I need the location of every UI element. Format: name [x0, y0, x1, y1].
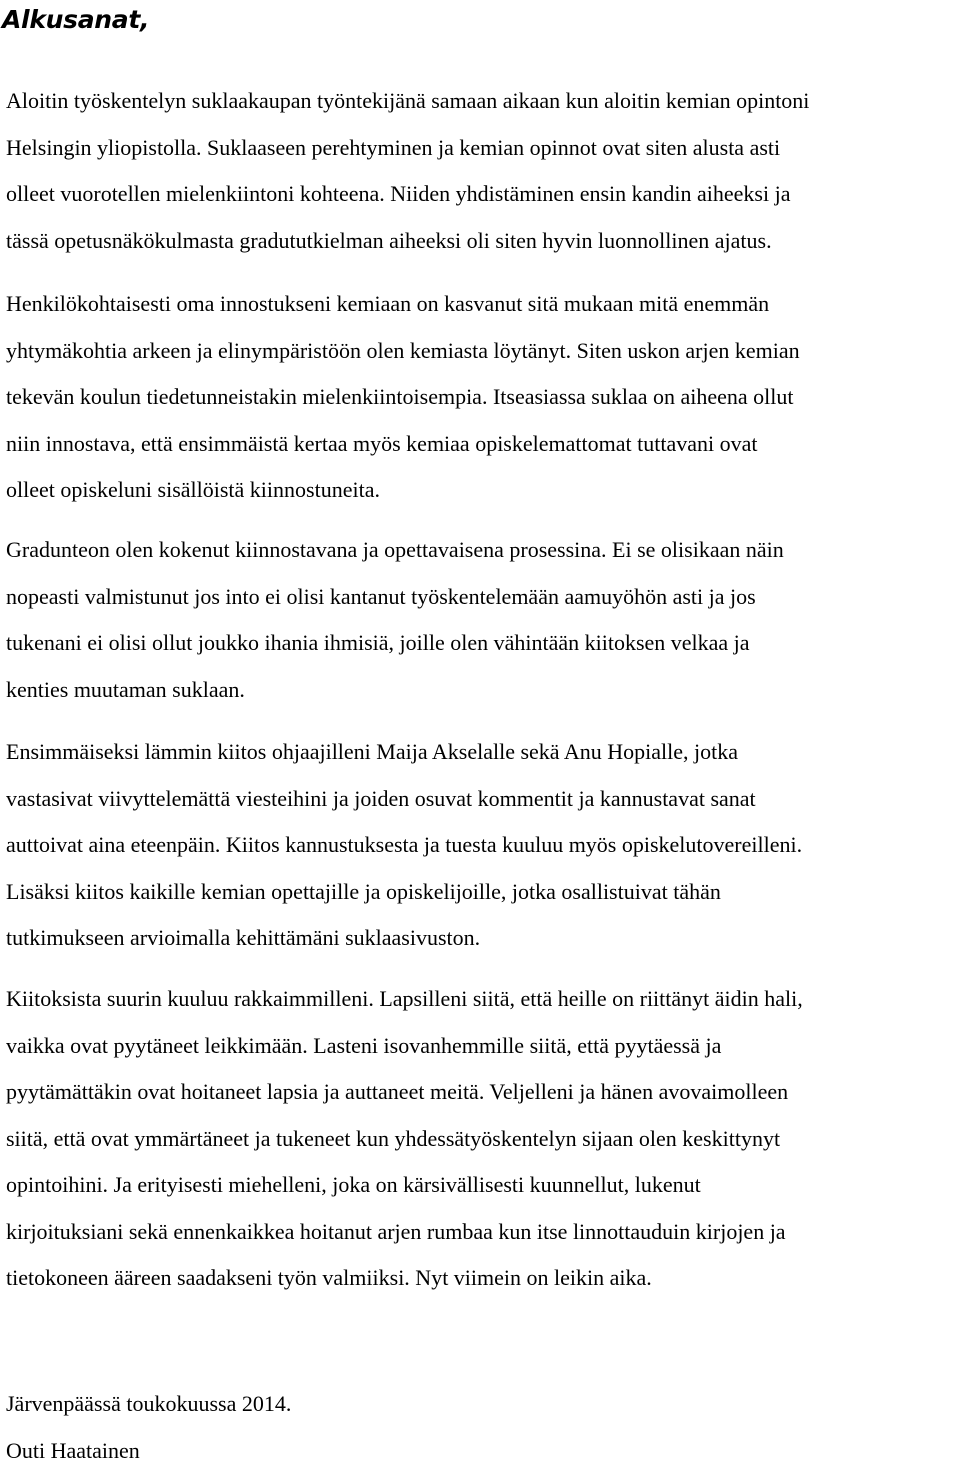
paragraph-line: tukenani ei olisi ollut joukko ihania ihmisiä, joille olen vähintään kiitoksen velkaa ja	[6, 630, 750, 655]
paragraph-line: olleet vuorotellen mielenkiintoni kohteena. Niiden yhdistäminen ensin kandin aiheeksi ja	[6, 181, 791, 206]
paragraph-line: Gradunteon olen kokenut kiinnostavana ja opettavaisena prosessina. Ei se olisikaan näin	[6, 537, 784, 562]
paragraph-line: Lisäksi kiitos kaikille kemian opettajille ja opiskelijoille, jotka osallistuivat tähän	[6, 878, 721, 904]
paragraph-supervisor-thanks	[6, 729, 956, 962]
paragraph-line: vaikka ovat pyytäneet leikkimään. Lasteni isovanhemmille siitä, että pyytäessä ja	[6, 1032, 722, 1058]
paragraph-line: tietokoneen ääreen saadakseni työn valmiiksi. Nyt viimein on leikin aika.	[6, 1265, 652, 1290]
paragraph-family-thanks	[6, 976, 956, 1302]
paragraph-line: tekevän koulun tiedetunneistakin mielenkiintoisempia. Itseasiassa suklaa on aiheena ollut	[6, 384, 794, 409]
paragraph-line: Helsingin yliopistolla. Suklaaseen perehtyminen ja kemian opinnot ovat siten alusta asti	[6, 134, 781, 160]
paragraph-line: vastasivat viivyttelemättä viesteihini ja joiden osuvat kommentit ja kannustavat sanat	[6, 785, 756, 811]
paragraph-thesis-process	[6, 527, 956, 713]
paragraph-line: Aloitin työskentelyn suklaakaupan työntekijänä samaan aikaan kun aloitin kemian opintoni	[6, 88, 810, 113]
paragraph-line: yhtymäkohtia arkeen ja elinympäristöön olen kemiasta löytänyt. Siten uskon arjen kemian	[6, 337, 800, 363]
paragraph-line: tutkimukseen arvioimalla kehittämäni suklaasivuston.	[6, 925, 481, 950]
paragraph-line: pyytämättäkin ovat hoitaneet lapsia ja auttaneet meitä. Veljelleni ja hänen avovaimolleen	[6, 1079, 789, 1104]
paragraph-line: Henkilökohtaisesti oma innostukseni kemiaan on kasvanut sitä mukaan mitä enemmän	[6, 291, 770, 316]
paragraph-line: kenties muutaman suklaan.	[6, 676, 245, 702]
paragraph-line: siitä, että ovat ymmärtäneet ja tukeneet kun yhdessätyöskentelyn sijaan olen keskittynyt	[6, 1125, 781, 1151]
paragraph-line: Ensimmäiseksi lämmin kiitos ohjaajilleni Maija Akselalle sekä Anu Hopialle, jotka	[6, 739, 738, 764]
paragraph-line: kirjoituksiani sekä ennenkaikkea hoitanut arjen rumbaa kun itse linnottauduin kirjojen ja	[6, 1218, 786, 1244]
paragraph-line: opintoihini. Ja erityisesti miehelleni, joka on kärsivällisesti kuunnellut, lukenut	[6, 1172, 701, 1197]
page-title: Alkusanat,	[2, 5, 150, 34]
paragraph-line: Kiitoksista suurin kuuluu rakkaimmilleni. Lapsilleni siitä, että heille on riittänyt äidin hali,	[6, 986, 803, 1011]
paragraph-line: olleet opiskeluni sisällöistä kiinnostuneita.	[6, 477, 380, 502]
author-name: Outi Haatainen	[6, 1438, 140, 1463]
paragraph-line: auttoivat aina eteenpäin. Kiitos kannustuksesta ja tuesta kuuluu myös opiskelutovereilleni.	[6, 832, 803, 857]
paragraph-line: niin innostava, että ensimmäistä kertaa myös kemiaa opiskelemattomat tuttavani ovat	[6, 430, 758, 456]
place-and-date: Järvenpäässä toukokuussa 2014.	[6, 1391, 292, 1416]
paragraph-line: nopeasti valmistunut jos into ei olisi kantanut työskentelemään aamuyöhön asti ja jos	[6, 583, 756, 609]
paragraph-line: tässä opetusnäkökulmasta gradututkielman aiheeksi oli siten hyvin luonnollinen ajatus.	[6, 227, 772, 253]
paragraph-personal-interest	[6, 281, 956, 514]
paragraph-intro	[6, 78, 956, 264]
